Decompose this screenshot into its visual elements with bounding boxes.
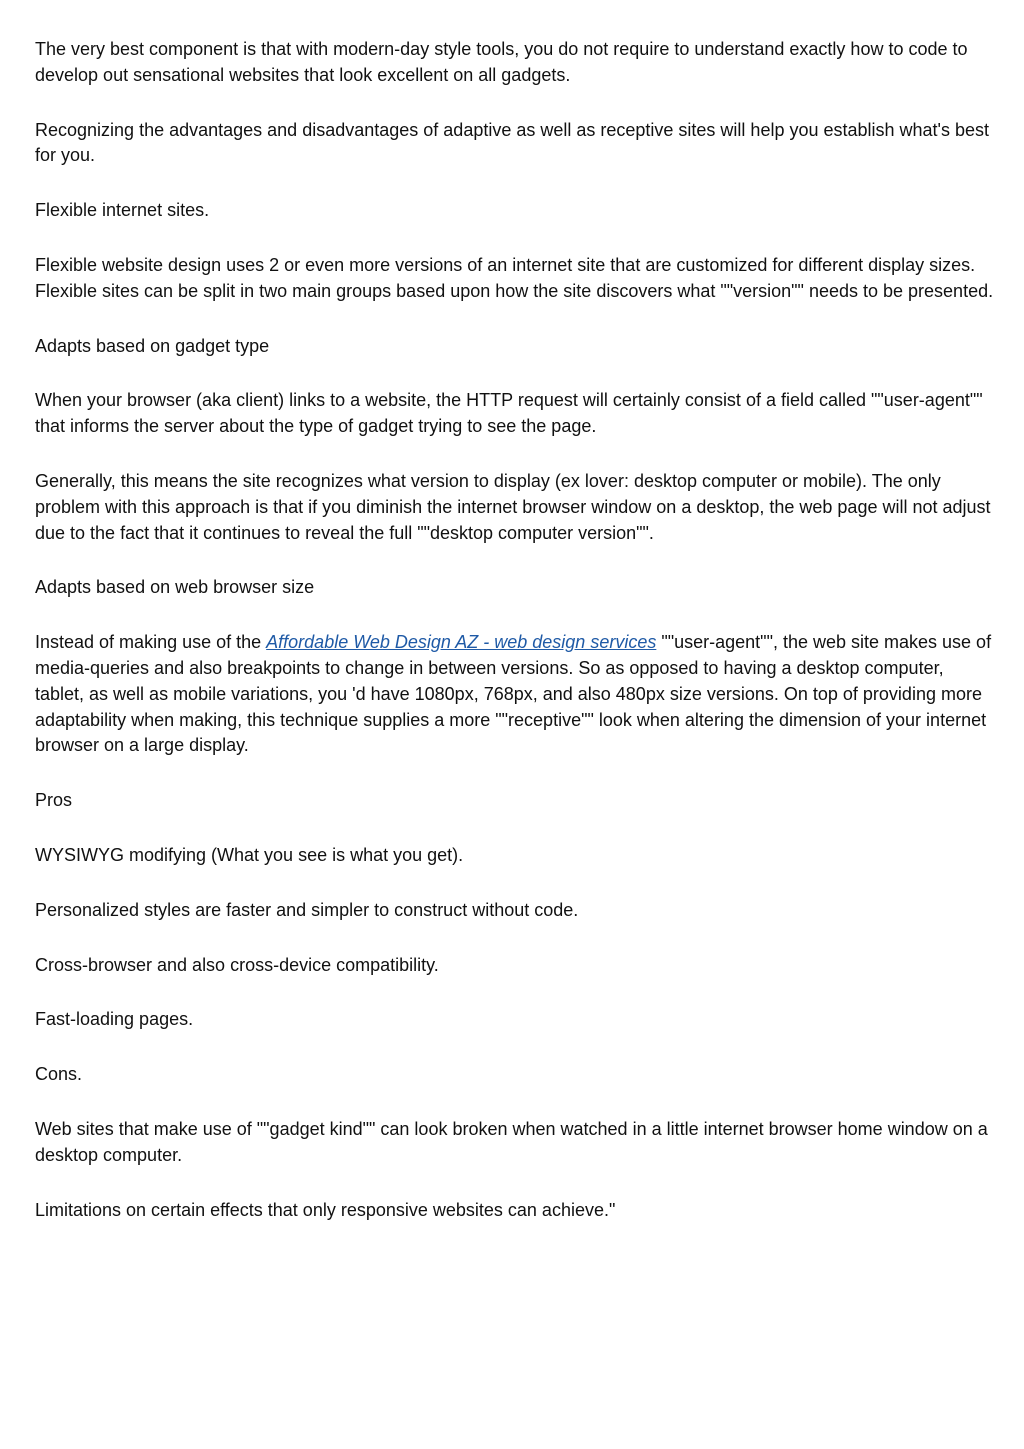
paragraph-version-display: Generally, this means the site recognizes what version to display (ex lover: desktop computer or mobile). The only problem with this approach is that if you diminish the internet browser window on a desktop, the web page will not adjust due to the fact that it continues to reveal the full ""desktop computer version"". bbox=[35, 470, 991, 543]
heading-gadget-type: Adapts based on gadget type bbox=[35, 335, 270, 356]
document-body bbox=[35, 37, 995, 1252]
pros-item-compatibility: Cross-browser and also cross-device compatibility. bbox=[35, 954, 439, 975]
pros-item-personalized-styles: Personalized styles are faster and simpler to construct without code. bbox=[35, 899, 579, 920]
heading-flexible-sites: Flexible internet sites. bbox=[35, 200, 210, 221]
cons-item-broken-layout: Web sites that make use of ""gadget kind"" can look broken when watched in a little internet browser home window on a desktop computer. bbox=[35, 1118, 988, 1165]
heading-pros: Pros bbox=[35, 790, 73, 811]
pros-item-wysiwyg: WYSIWYG modifying (What you see is what you get). bbox=[35, 844, 464, 865]
cons-item-limitations: Limitations on certain effects that only responsive websites can achieve." bbox=[35, 1199, 616, 1220]
paragraph-user-agent: When your browser (aka client) links to a website, the HTTP request will certainly consist of a field called ""user-agent"" that informs the server about the type of gadget trying to see the page. bbox=[35, 390, 983, 437]
web-design-services-link[interactable]: Affordable Web Design AZ - web design services bbox=[266, 632, 657, 653]
paragraph-intro: The very best component is that with modern-day style tools, you do not require to understand exactly how to code to develop out sensational websites that look excellent on all gadgets. bbox=[35, 39, 968, 85]
paragraph-media-queries-start: Instead of making use of the bbox=[35, 632, 267, 653]
paragraph-media-queries bbox=[35, 630, 995, 759]
heading-cons: Cons. bbox=[35, 1064, 83, 1085]
paragraph-flexible-design: Flexible website design uses 2 or even more versions of an internet site that are customized for different display sizes. Flexible sites can be split in two main groups based upon how the site discovers what ""version"" needs to be presented. bbox=[35, 254, 994, 301]
heading-browser-size: Adapts based on web browser size bbox=[35, 577, 315, 598]
paragraph-media-queries-end: ""user-agent"", the web site makes use of media-queries and also breakpoints to change in between versions. So as opposed to having a desktop computer, tablet, as well as mobile variations, you 'd have 1080px, 768px, and also 480px size versions. On top of providing more adaptability when making, this technique supplies a more ""receptive"" look when altering the dimension of your internet browser on a large display. bbox=[35, 632, 992, 756]
paragraph-advantages: Recognizing the advantages and disadvantages of adaptive as well as receptive sites will help you establish what's best for you. bbox=[35, 119, 990, 166]
pros-item-fast-loading: Fast-loading pages. bbox=[35, 1009, 194, 1030]
